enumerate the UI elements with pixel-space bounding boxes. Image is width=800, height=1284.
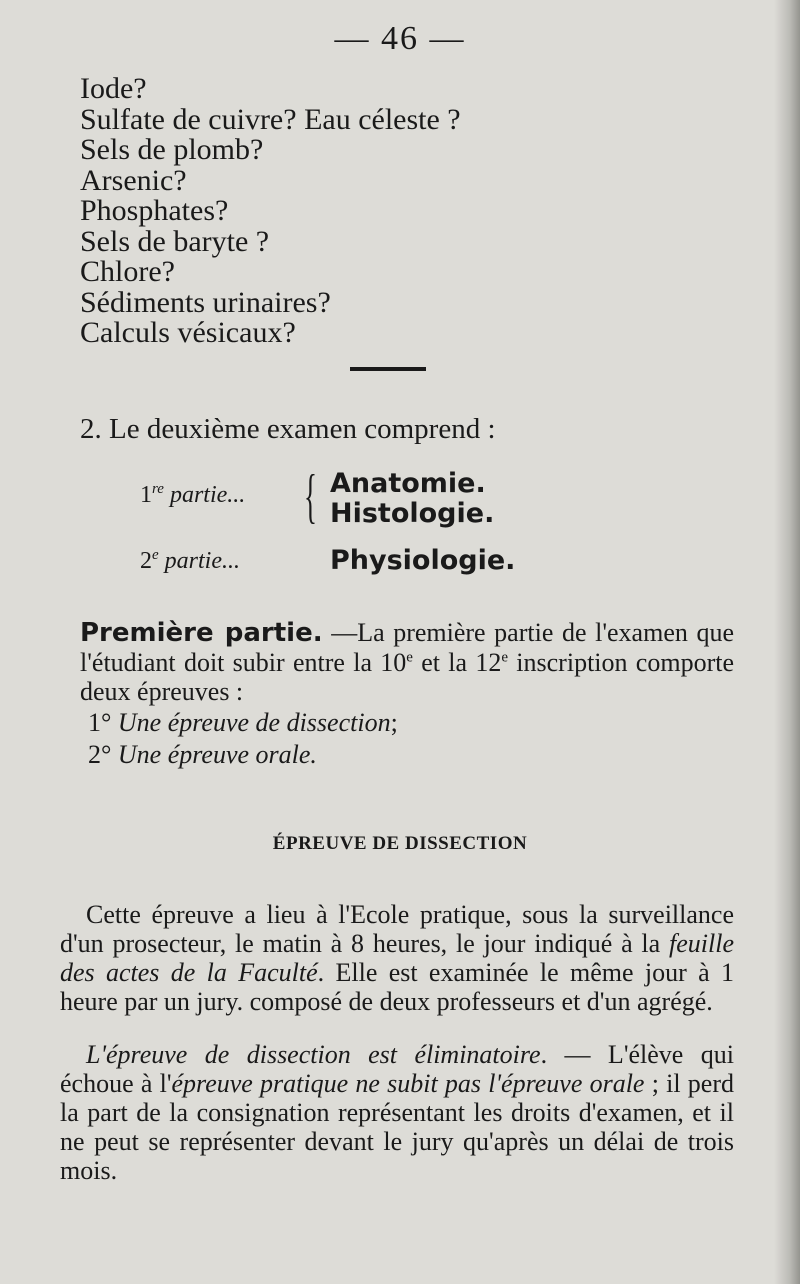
- brace-glyph: {: [304, 463, 317, 529]
- superscript: e: [406, 649, 413, 666]
- paragraph-text: Cette épreuve a lieu à l'Ecole pratique, sous la surveillance d'un prosecteur, le matin à 8 heures, le jour indiqué à la: [60, 900, 734, 958]
- paragraph-text: ; il perd la part de la consignation représentant les droits d'examen, et il ne peut se représenter devant le jury qu'après un délai de trois mois.: [60, 1069, 734, 1185]
- enum-punctuation: ;: [390, 708, 398, 737]
- list-item: Calculs vésicaux?: [80, 316, 296, 349]
- enum-text: Une épreuve de dissection: [117, 708, 391, 737]
- section-divider: [350, 367, 426, 371]
- premiere-partie-paragraph: [80, 618, 734, 706]
- dissection-paragraph-1: [60, 900, 734, 1016]
- part1-text: partie...: [163, 482, 246, 508]
- part2-label: [140, 548, 240, 575]
- enum-number: 1°: [88, 708, 112, 737]
- list-item: Arsenic?: [80, 163, 187, 197]
- subject-physiologie: Physiologie.: [330, 545, 516, 576]
- paragraph-italic: épreuve pratique ne subit pas l'épreuve orale: [171, 1069, 645, 1098]
- subject-anatomie: Anatomie.: [330, 468, 486, 499]
- part1-number: 1: [140, 482, 152, 508]
- part2-superscript: e: [152, 547, 159, 563]
- premiere-partie-lead: Première partie.: [80, 618, 323, 648]
- superscript: e: [501, 649, 509, 666]
- enum-item-2: [88, 740, 317, 770]
- list-item: Sels de baryte ?: [80, 224, 270, 258]
- part2-number: 2: [140, 548, 152, 574]
- list-item: Sulfate de cuivre? Eau céleste ?: [80, 102, 461, 136]
- paragraph-italic: feuille des actes de la Faculté: [60, 929, 734, 987]
- question-list: [80, 74, 461, 349]
- enum-item-1: [88, 708, 398, 738]
- enum-text: Une épreuve orale.: [117, 740, 317, 769]
- part1-superscript: re: [152, 481, 164, 497]
- section-intro: 2. Le deuxième examen comprend :: [80, 413, 496, 445]
- dissection-paragraph-2: [60, 1040, 734, 1185]
- enum-number: 2°: [88, 740, 112, 769]
- paragraph-italic: L'épreuve de dissection est éliminatoire: [86, 1040, 541, 1069]
- page-spine-shadow: [774, 0, 800, 1284]
- paragraph-text: et la 12: [412, 648, 502, 677]
- paragraph-text: —La première partie de l'examen que l'étudiant doit subir entre la 10: [80, 618, 734, 677]
- list-item: Chlore?: [80, 255, 175, 288]
- part2-text: partie...: [158, 548, 240, 574]
- paragraph-text: . Elle est examinée le même jour à 1 heure par un jury. composé de deux professeurs et d'un agrégé.: [60, 958, 734, 1016]
- paragraph-text: . — L'élève qui échoue à l': [60, 1040, 734, 1098]
- list-item: Iode?: [80, 72, 147, 105]
- paragraph-text: inscription comporte deux épreuves :: [80, 648, 734, 706]
- subject-histologie: Histologie.: [330, 498, 495, 529]
- list-item: Phosphates?: [80, 194, 229, 227]
- part1-label: [140, 482, 245, 509]
- page-number: — 46 —: [334, 20, 466, 57]
- list-item: Sédiments urinaires?: [80, 285, 331, 319]
- section-heading: ÉPREUVE DE DISSECTION: [272, 833, 528, 854]
- list-item: Sels de plomb?: [80, 133, 264, 166]
